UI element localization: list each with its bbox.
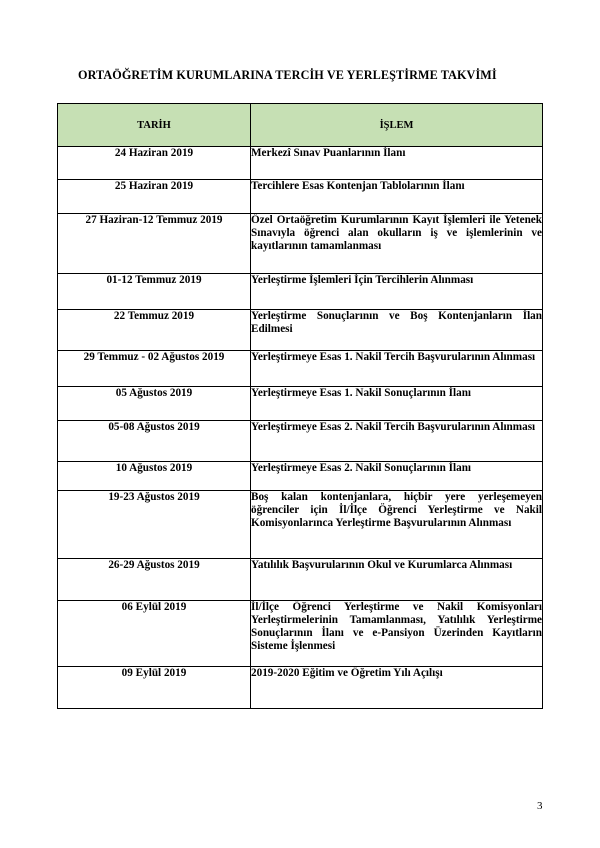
table-row bbox=[58, 147, 543, 180]
row-action: 2019-2020 Eğitim ve Öğretim Yılı Açılışı bbox=[251, 667, 543, 709]
row-action: Yerleştirmeye Esas 1. Nakil Sonuçlarının İlanı bbox=[251, 387, 543, 421]
table-row bbox=[58, 491, 543, 559]
row-date: 29 Temmuz - 02 Ağustos 2019 bbox=[58, 351, 251, 387]
row-action: İl/İlçe Öğrenci Yerleştirme ve Nakil Komisyonları Yerleştirmelerinin Tamamlanması, Yatılılık Yerleştirme Sonuçlarının İlanı ve e-Pansiyon Üzerinden Kayıtların Sisteme İşlenmesi bbox=[251, 601, 543, 667]
row-date: 27 Haziran-12 Temmuz 2019 bbox=[58, 214, 251, 274]
table-row bbox=[58, 601, 543, 667]
row-date: 10 Ağustos 2019 bbox=[58, 462, 251, 491]
table-row bbox=[58, 667, 543, 709]
table-row bbox=[58, 180, 543, 214]
row-date: 09 Eylül 2019 bbox=[58, 667, 251, 709]
row-action: Tercihlere Esas Kontenjan Tablolarının İlanı bbox=[251, 180, 543, 214]
row-date: 26-29 Ağustos 2019 bbox=[58, 559, 251, 601]
table-row bbox=[58, 214, 543, 274]
table-row bbox=[58, 351, 543, 387]
row-action: Yerleştirmeye Esas 2. Nakil Sonuçlarının İlanı bbox=[251, 462, 543, 491]
row-date: 24 Haziran 2019 bbox=[58, 147, 251, 180]
row-date: 05 Ağustos 2019 bbox=[58, 387, 251, 421]
table-row bbox=[58, 310, 543, 351]
page-number: 3 bbox=[537, 800, 543, 812]
schedule-table bbox=[57, 103, 543, 709]
row-date: 01-12 Temmuz 2019 bbox=[58, 274, 251, 310]
table-row bbox=[58, 274, 543, 310]
row-action: Yerleştirme İşlemleri İçin Tercihlerin Alınması bbox=[251, 274, 543, 310]
row-action: Yatılılık Başvurularının Okul ve Kurumlarca Alınması bbox=[251, 559, 543, 601]
row-action: Yerleştirmeye Esas 1. Nakil Tercih Başvurularının Alınması bbox=[251, 351, 543, 387]
column-header-action: İŞLEM bbox=[251, 104, 543, 147]
row-action: Merkezî Sınav Puanlarının İlanı bbox=[251, 147, 543, 180]
row-date: 19-23 Ağustos 2019 bbox=[58, 491, 251, 559]
table-header-row bbox=[58, 104, 543, 147]
row-action: Yerleştirme Sonuçlarının ve Boş Kontenjanların İlan Edilmesi bbox=[251, 310, 543, 351]
table-row bbox=[58, 387, 543, 421]
table-row bbox=[58, 559, 543, 601]
row-date: 05-08 Ağustos 2019 bbox=[58, 421, 251, 462]
table-row bbox=[58, 462, 543, 491]
row-date: 22 Temmuz 2019 bbox=[58, 310, 251, 351]
row-date: 06 Eylül 2019 bbox=[58, 601, 251, 667]
row-action: Boş kalan kontenjanlara, hiçbir yere yerleşemeyen öğrenciler için İl/İlçe Öğrenci Yerleştirme ve Nakil Komisyonlarınca Yerleştirme Başvurularının Alınması bbox=[251, 491, 543, 559]
column-header-date: TARİH bbox=[58, 104, 251, 147]
row-action: Özel Ortaöğretim Kurumlarının Kayıt İşlemleri ile Yetenek Sınavıyla öğrenci alan okulların iş ve işlemlerinin ve kayıtlarının tamamlanması bbox=[251, 214, 543, 274]
row-date: 25 Haziran 2019 bbox=[58, 180, 251, 214]
row-action: Yerleştirmeye Esas 2. Nakil Tercih Başvurularının Alınması bbox=[251, 421, 543, 462]
table-row bbox=[58, 421, 543, 462]
document-title: ORTAÖĞRETİM KURUMLARINA TERCİH VE YERLEŞTİRME TAKVİMİ bbox=[78, 68, 497, 82]
